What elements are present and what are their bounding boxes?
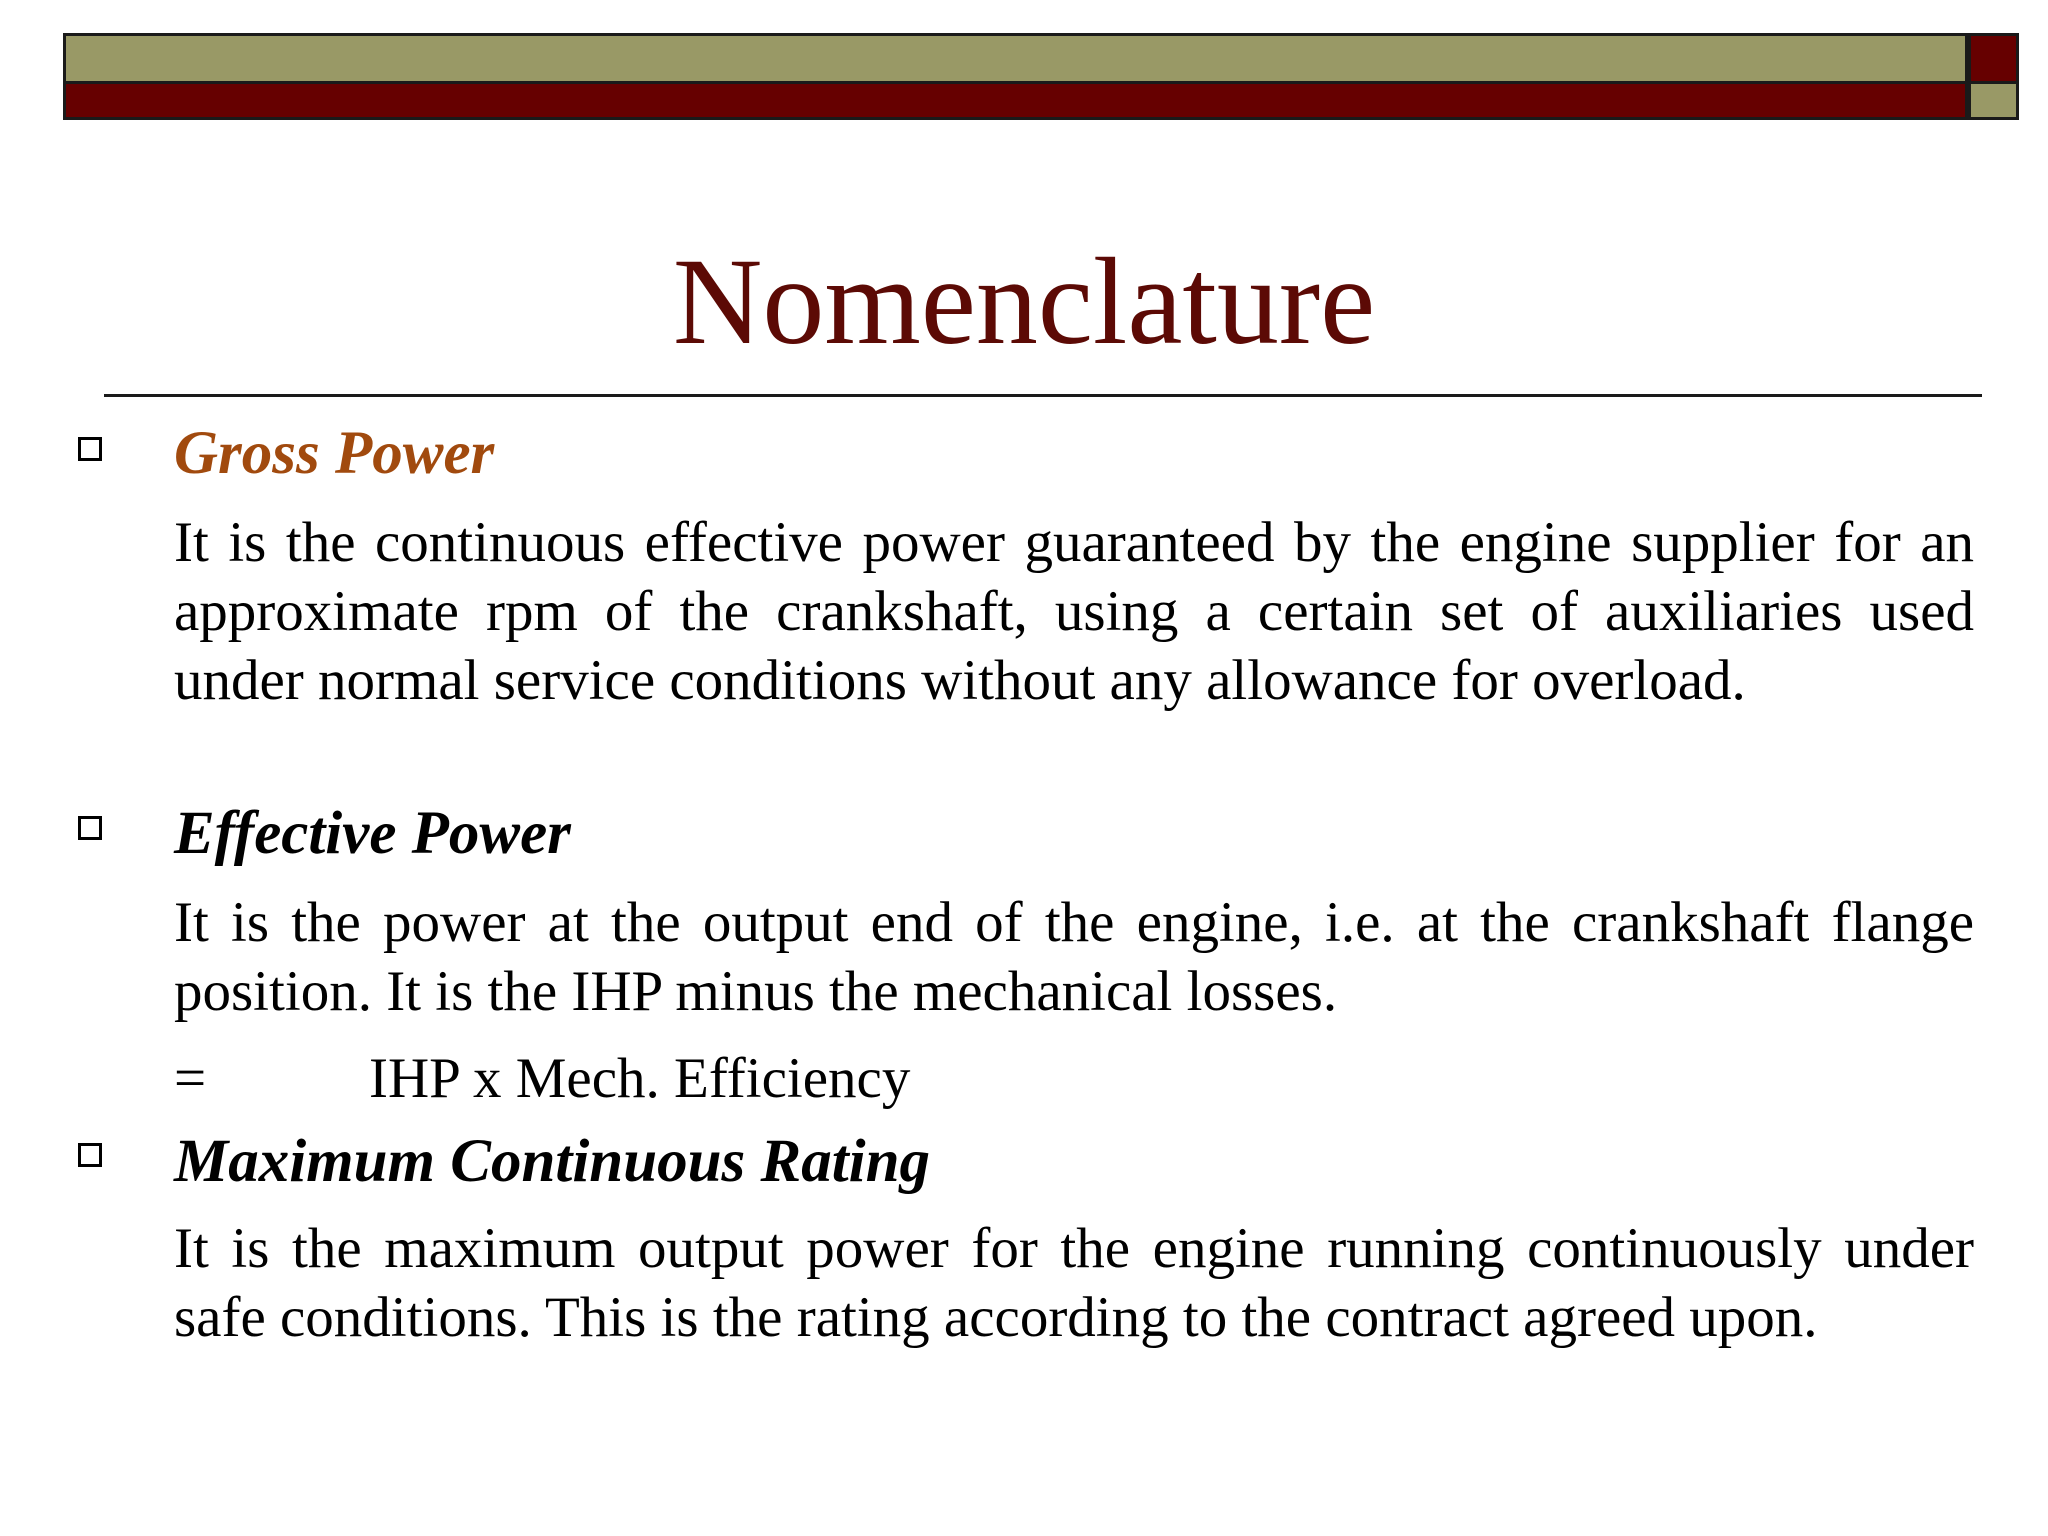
- formula-expression: IHP x Mech. Efficiency: [369, 1047, 911, 1110]
- effective-power-formula: [174, 1044, 910, 1113]
- item-heading-maximum-continuous-rating: Maximum Continuous Rating: [174, 1128, 931, 1195]
- item-heading-gross-power: Gross Power: [174, 420, 495, 487]
- hollow-square-bullet-icon: [78, 437, 102, 461]
- slide-title: Nomenclature: [672, 233, 1376, 370]
- item-body-gross-power: It is the continuous effective power guaranteed by the engine supplier for an approximate rpm of the crankshaft, using a certain set of auxiliaries used under normal service conditions without any allowance for overload.: [174, 511, 1974, 712]
- header-band-olive: [63, 33, 1968, 84]
- title-divider: [104, 394, 1982, 397]
- item-body-effective-power: It is the power at the output end of the engine, i.e. at the crankshaft flange position. It is the IHP minus the mechanical losses.: [174, 891, 1974, 1023]
- item-body-maximum-continuous-rating: It is the maximum output power for the engine running continuously under safe conditions. This is the rating according to the contract agreed upon.: [174, 1217, 1974, 1349]
- formula-equals-sign: =: [174, 1047, 207, 1110]
- header-corner-maroon-square: [1968, 33, 2019, 84]
- header-band-maroon: [63, 84, 1968, 120]
- hollow-square-bullet-icon: [78, 1143, 102, 1167]
- header-corner-olive-square: [1968, 84, 2019, 120]
- item-heading-effective-power: Effective Power: [174, 800, 571, 867]
- hollow-square-bullet-icon: [78, 816, 102, 840]
